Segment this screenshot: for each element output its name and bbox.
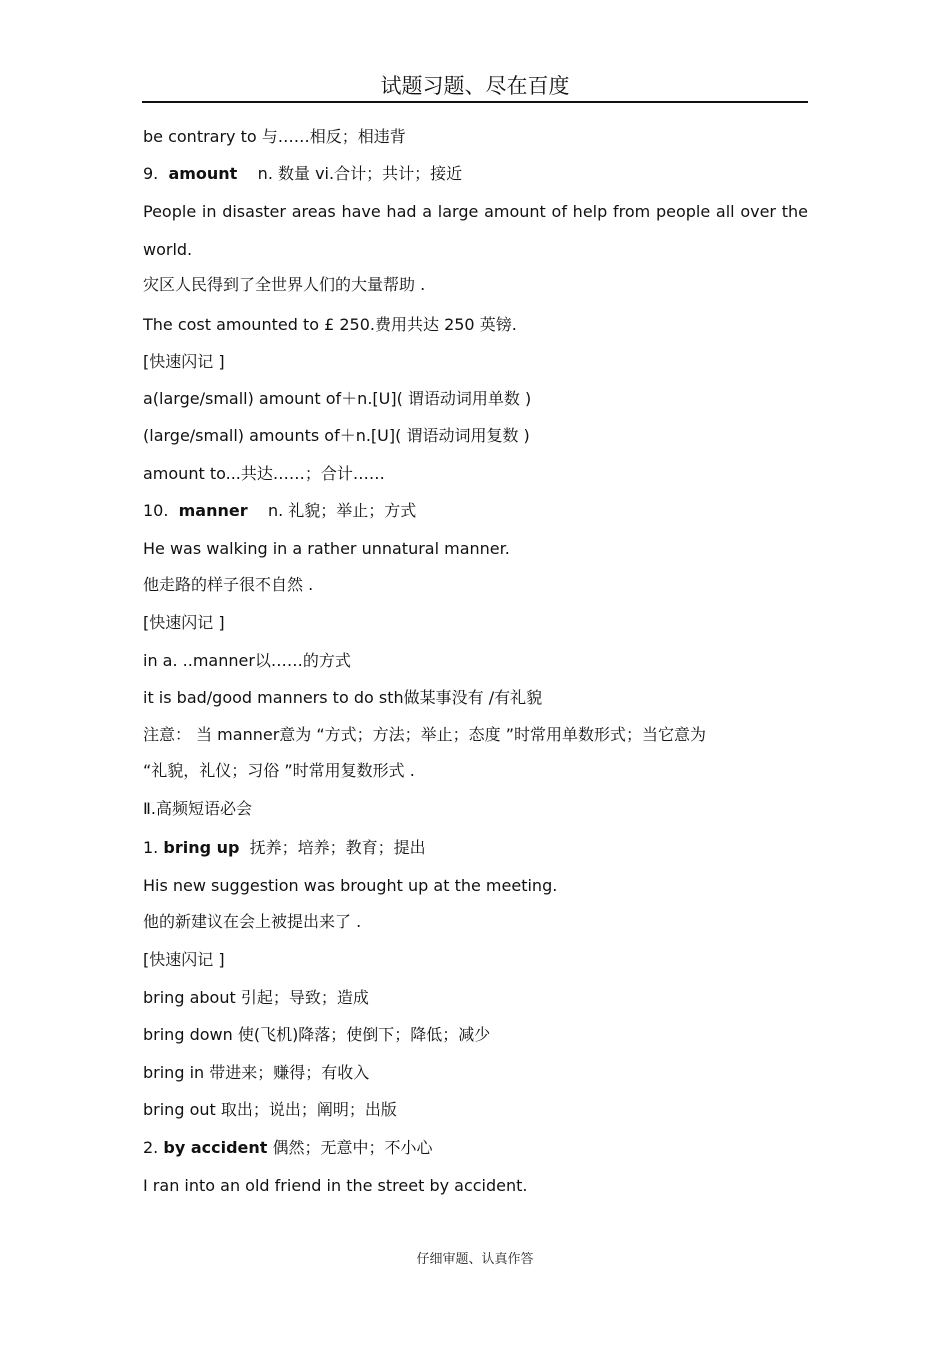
memo-item: in a. ..manner以……的方式 bbox=[143, 651, 351, 670]
entry-phrase: by accident bbox=[163, 1138, 268, 1157]
example-sentence: His new suggestion was brought up at the meeting. bbox=[143, 876, 558, 895]
translation-line: 他走路的样子很不自然 . bbox=[143, 575, 314, 594]
memo-item: amount to...共达……；合计…… bbox=[143, 464, 385, 483]
note-line: 注意： 当 manner意为 “方式；方法；举止；态度 ”时常用单数形式；当它意为 bbox=[143, 725, 707, 744]
memo-label: [快速闪记 ] bbox=[143, 950, 225, 969]
example-sentence: He was walking in a rather unnatural manner. bbox=[143, 539, 510, 558]
entry-number: 10. bbox=[143, 501, 169, 520]
phrase-entry-heading bbox=[143, 1138, 808, 1158]
note-line-cont: “礼貌，礼仪；习俗 ”时常用复数形式 . bbox=[143, 761, 415, 780]
memo-item: bring in 带进来；赚得；有收入 bbox=[143, 1063, 370, 1082]
memo-item: bring about 引起；导致；造成 bbox=[143, 988, 369, 1007]
entry-number: 9. bbox=[143, 164, 159, 183]
entry-phrase: bring up bbox=[163, 838, 240, 857]
translation-line: 灾区人民得到了全世界人们的大量帮助 . bbox=[143, 275, 426, 294]
entry-word: manner bbox=[178, 501, 248, 520]
entry-definition: n. 礼貌；举止；方式 bbox=[267, 501, 417, 520]
example-sentence: The cost amounted to £ 250.费用共达 250 英镑. bbox=[143, 315, 517, 334]
entry-word: amount bbox=[168, 164, 238, 183]
memo-label: [快速闪记 ] bbox=[143, 352, 225, 371]
translation-line: 他的新建议在会上被提出来了 . bbox=[143, 912, 362, 931]
entry-definition: n. 数量 vi.合计；共计；接近 bbox=[257, 164, 463, 183]
memo-item: bring out 取出；说出；阐明；出版 bbox=[143, 1100, 397, 1119]
memo-item: bring down 使(飞机)降落；使倒下；降低；减少 bbox=[143, 1025, 491, 1044]
vocab-entry-heading bbox=[143, 164, 808, 184]
section-heading: Ⅱ.高频短语必会 bbox=[143, 799, 252, 818]
entry-definition: 偶然；无意中；不小心 bbox=[272, 1138, 433, 1157]
phrase-entry-heading bbox=[143, 838, 808, 858]
page-header-title: 试题习题、尽在百度 bbox=[380, 74, 570, 98]
memo-item: a(large/small) amount of＋n.[U]( 谓语动词用单数 ) bbox=[143, 389, 532, 408]
header-divider bbox=[142, 101, 808, 103]
example-sentence: I ran into an old friend in the street by accident. bbox=[143, 1176, 528, 1195]
memo-label: [快速闪记 ] bbox=[143, 613, 225, 632]
example-sentence: People in disaster areas have had a large amount of help from people all over the bbox=[143, 202, 808, 221]
entry-number: 1. bbox=[143, 838, 159, 857]
example-sentence-cont: world. bbox=[143, 240, 193, 259]
text-line: be contrary to 与……相反；相违背 bbox=[143, 127, 406, 146]
vocab-entry-heading bbox=[143, 501, 808, 521]
memo-item: it is bad/good manners to do sth做某事没有 /有礼貌 bbox=[143, 688, 543, 707]
entry-number: 2. bbox=[143, 1138, 159, 1157]
entry-definition: 抚养；培养；教育；提出 bbox=[249, 838, 426, 857]
page-footer: 仔细审题、认真作答 bbox=[416, 1252, 534, 1267]
memo-item: (large/small) amounts of＋n.[U]( 谓语动词用复数 ) bbox=[143, 426, 530, 445]
